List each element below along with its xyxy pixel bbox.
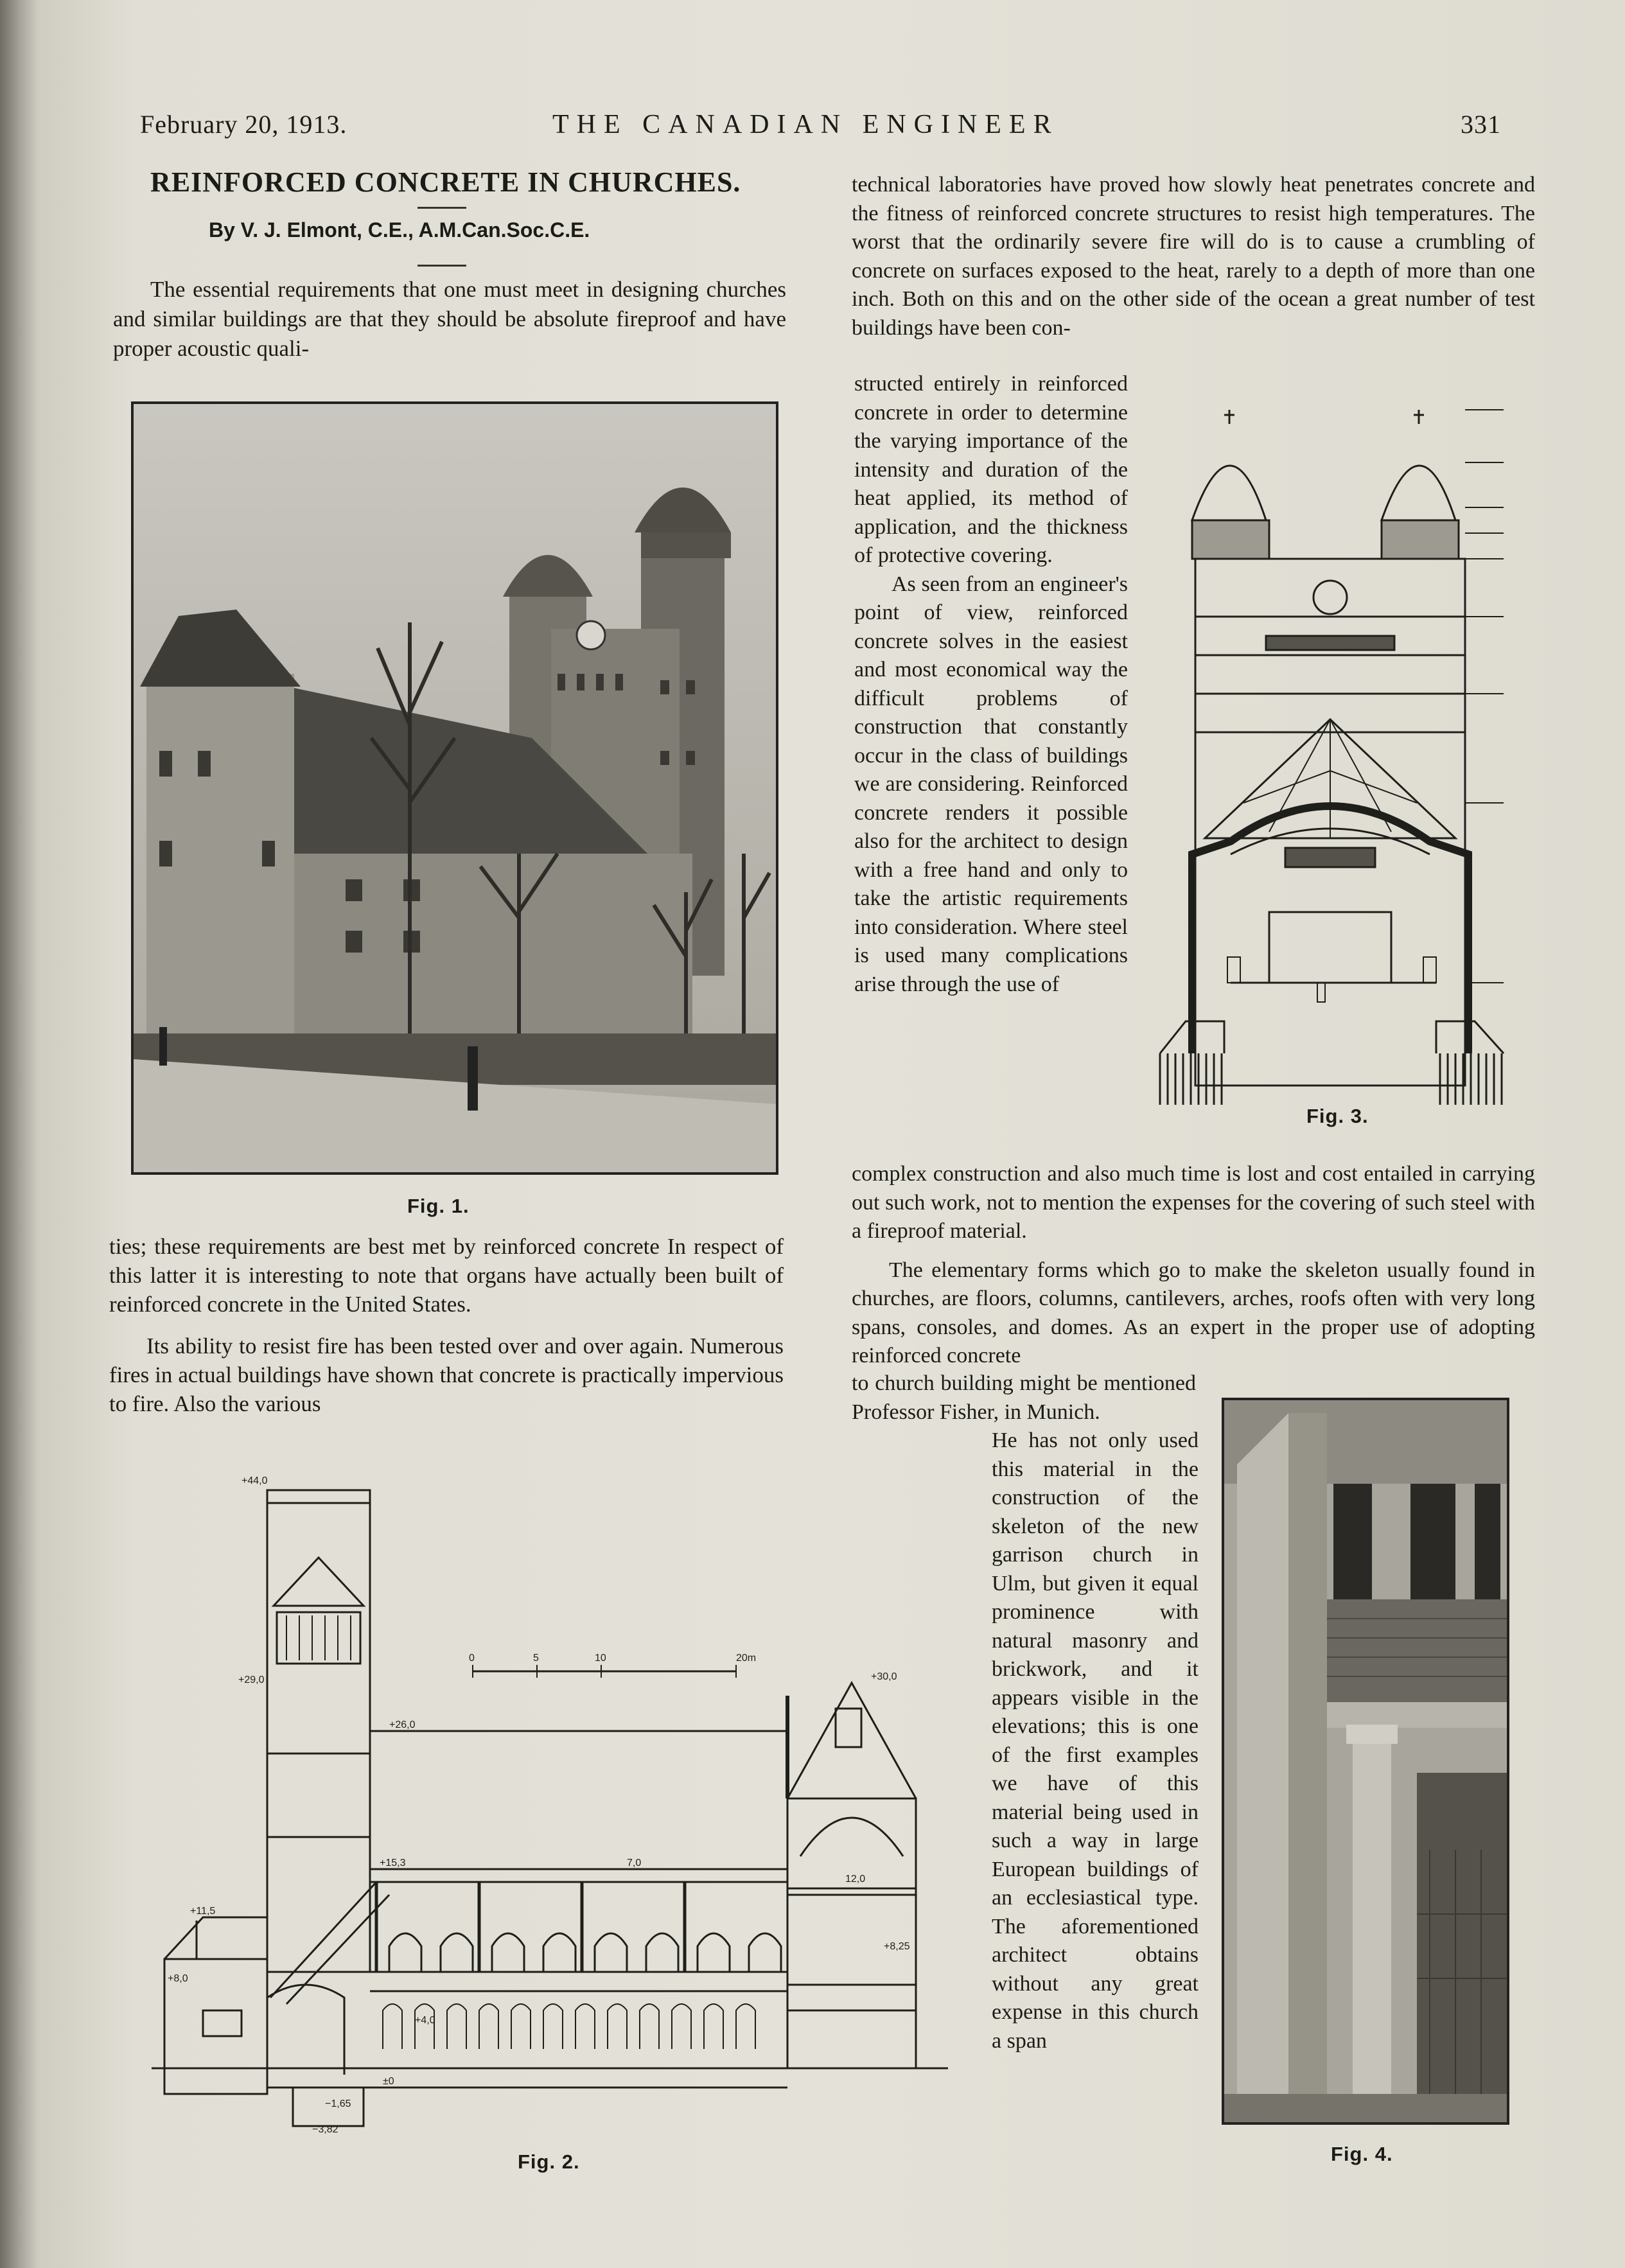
left-top-paragraph bbox=[113, 275, 786, 364]
article-byline: By V. J. Elmont, C.E., A.M.Can.Soc.C.E. bbox=[209, 218, 590, 242]
byline-rule bbox=[417, 265, 466, 267]
paragraph-text: The elementary forms which go to make the skeleton usually found in churches, are floors, columns, cantilevers, arches, roofs often with very long spans, consoles, and domes. As an expert in the proper use of adopting reinforced concrete bbox=[852, 1258, 1535, 1367]
article-title: REINFORCED CONCRETE IN CHURCHES. bbox=[150, 166, 741, 198]
fig1-caption: Fig. 1. bbox=[407, 1195, 470, 1217]
paragraph-text: As seen from an engineer's point of view, reinforced concrete solves in the easiest and most economical way the difficult problems of construction that constantly occur in the class of buildings we are considering. Reinforced concrete renders it possible also for the architect to design with a free hand and only to take the artistic requirements into consideration. Where steel is used many complications arise through the use of bbox=[854, 572, 1128, 996]
header-date: February 20, 1913. bbox=[140, 110, 347, 139]
fig2-label-apse-span: 12,0 bbox=[845, 1874, 866, 1885]
fig2-label-top: +44,0 bbox=[242, 1475, 268, 1486]
title-rule bbox=[417, 207, 466, 209]
fig2-label-apse-low: +8,25 bbox=[884, 1941, 910, 1952]
right-lower-text bbox=[852, 1369, 1196, 1427]
fig3-cross-section bbox=[1154, 405, 1526, 1111]
fig2-label-roof-ridge: +26,0 bbox=[389, 1719, 416, 1730]
page-binding bbox=[0, 0, 39, 2268]
paragraph-text: He has not only used this material in the construction of the skeleton of the new garrison church in Ulm, but given it equal prominence with natural masonry and brickwork, and it appears visible in the elevations; this is one of the first examples we have of this material being used in such a way in large European buildings of an ecclesiastical type. The aforementioned architect obtains without any great expense in this church a span bbox=[992, 1428, 1199, 2053]
fig2-section-drawing bbox=[113, 1471, 974, 2145]
fig2-label-basement1: −1,65 bbox=[325, 2098, 351, 2109]
fig2-section-svg bbox=[113, 1471, 974, 2145]
fig2-scale-0: 0 bbox=[469, 1653, 475, 1664]
right-wide-text bbox=[852, 1160, 1535, 1371]
fig2-label-floor: +4,0 bbox=[415, 2015, 435, 2026]
fig1-church-photo bbox=[131, 401, 778, 1175]
right-narrowest-text bbox=[992, 1427, 1199, 2055]
right-narrow-text bbox=[854, 370, 1128, 999]
fig2-label-left-roof: +11,5 bbox=[190, 1906, 216, 1917]
left-mid-text bbox=[109, 1232, 784, 1418]
fig3-caption: Fig. 3. bbox=[1306, 1105, 1369, 1127]
paragraph-text: complex construction and also much time is lost and cost entailed in carrying out such work, not to mention the expenses for the covering of such steel with a fireproof material. bbox=[852, 1162, 1535, 1243]
fig2-label-nave-span: 7,0 bbox=[627, 1858, 642, 1868]
fig4-column-photo bbox=[1222, 1398, 1509, 2125]
paragraph-text: structed entirely in reinforced concrete in order to determine the varying importance of the intensity and duration of the heat applied, its method of application, and the thickness of protective covering. bbox=[854, 372, 1128, 567]
fig4-image bbox=[1224, 1400, 1507, 2122]
paragraph-text: technical laboratories have proved how slowly heat penetrates concrete and the fitness of reinforced concrete structures to resist high temperatures. The worst that the ordinarily severe fire will do is to cause a crumbling of concrete on surfaces exposed to the heat, rarely to a depth of more than one inch. Both on this and on the other side of the ocean a great number of test buildings have been con- bbox=[852, 173, 1535, 340]
fig2-caption: Fig. 2. bbox=[518, 2150, 580, 2173]
right-top-paragraph bbox=[852, 171, 1535, 342]
header-journal-title: THE CANADIAN ENGINEER bbox=[552, 110, 1059, 139]
paragraph-text: ties; these requirements are best met by reinforced concrete In respect of this latter it is interesting to note that organs have actually been built of reinforced concrete in the United States. bbox=[109, 1234, 784, 1317]
fig3-svg bbox=[1154, 405, 1526, 1111]
fig2-label-ground: ±0 bbox=[383, 2076, 394, 2087]
fig2-label-apse-top: +30,0 bbox=[871, 1671, 897, 1682]
fig2-label-tower-mid: +29,0 bbox=[238, 1675, 265, 1685]
paragraph-text: Its ability to resist fire has been tested over and over again. Numerous fires in actual buildings have shown that concrete is practically impervious to fire. Also the various bbox=[109, 1333, 784, 1416]
header-page-number: 331 bbox=[1461, 110, 1501, 139]
fig2-scale-20: 20m bbox=[736, 1653, 757, 1664]
fig2-scale-10: 10 bbox=[595, 1653, 606, 1664]
church-photo-image bbox=[134, 404, 776, 1172]
paragraph-text: The essential requirements that one must meet in designing churches and similar buildings are that they should be absolute fireproof and have proper acoustic quali- bbox=[113, 277, 786, 361]
paragraph-text: to church building might be mentioned Professor Fisher, in Munich. bbox=[852, 1371, 1196, 1424]
fig2-label-basement2: −3,82 bbox=[312, 2124, 338, 2135]
fig2-scale-5: 5 bbox=[533, 1653, 539, 1664]
fig4-caption: Fig. 4. bbox=[1331, 2143, 1393, 2165]
fig2-label-nave-top: +15,3 bbox=[380, 1858, 406, 1868]
fig2-label-left-low: +8,0 bbox=[168, 1973, 188, 1984]
